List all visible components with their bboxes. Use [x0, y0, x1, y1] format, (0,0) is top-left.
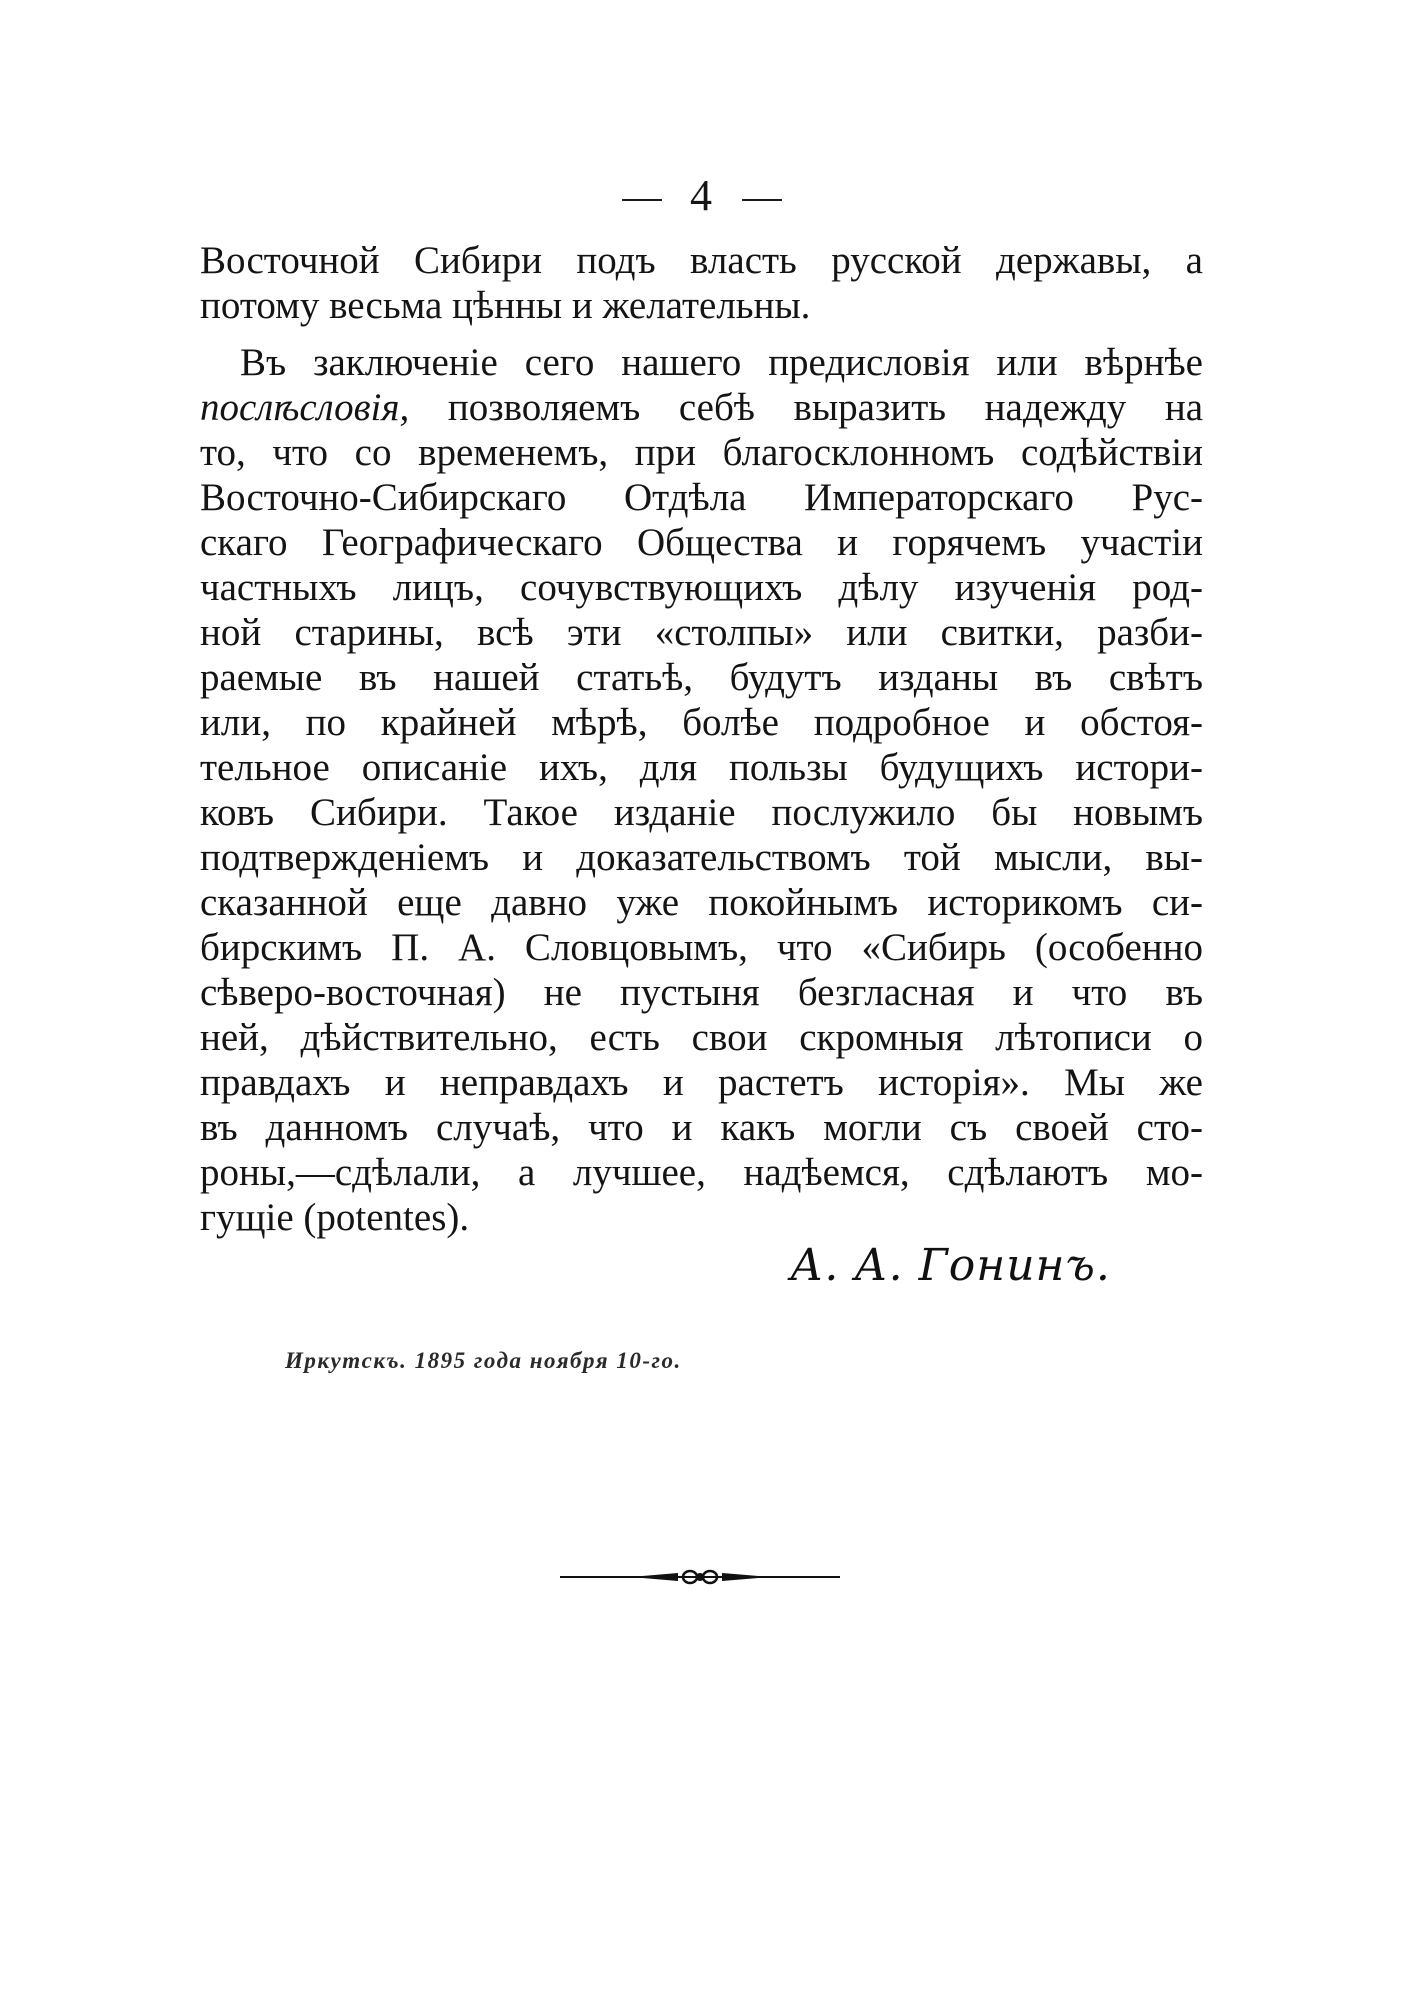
- text-line: тельное описаніе ихъ, для пользы будущихъ истори-: [200, 746, 1203, 789]
- text-line: сказанной еще давно уже покойнымъ историкомъ си-: [200, 881, 1203, 924]
- text-line: бирскимъ П. А. Словцовымъ, что «Сибирь (особенно: [200, 926, 1203, 969]
- page-number: [0, 170, 1404, 221]
- text-line: въ данномъ случаѣ, что и какъ могли съ своей сто-: [200, 1106, 1203, 1149]
- text-line: правдахъ и неправдахъ и растетъ исторія». Мы же: [200, 1061, 1203, 1104]
- text-line: раемые въ нашей статьѣ, будутъ изданы въ свѣтъ: [200, 656, 1203, 699]
- text-line: подтвержденіемъ и доказательствомъ той мысли, вы-: [200, 836, 1203, 879]
- text-fragment: позволяемъ себѣ выразить надежду на: [409, 386, 1203, 429]
- right-dash: [742, 199, 782, 201]
- paragraph-1: [200, 238, 1203, 328]
- text-line: гущіе (potentes).: [200, 1196, 470, 1239]
- author-signature: А. А. Гонинъ.: [790, 1240, 1111, 1291]
- ornament-divider-icon: [560, 1565, 840, 1589]
- text-line: то, что со временемъ, при благосклонномъ содѣйствіи: [200, 431, 1203, 474]
- paragraph-2: [200, 340, 1203, 1240]
- left-dash: [622, 199, 662, 201]
- text-line: или, по крайней мѣрѣ, болѣе подробное и обстоя-: [200, 701, 1203, 744]
- text-line: роны,—сдѣлали, а лучшее, надѣемся, сдѣлаютъ мо-: [200, 1151, 1203, 1194]
- page-number-value: 4: [690, 171, 714, 220]
- text-line: потому весьма цѣнны и желательны.: [200, 284, 811, 327]
- text-line: [200, 385, 1203, 430]
- text-line: ковъ Сибири. Такое изданіе послужило бы новымъ: [200, 791, 1203, 834]
- place-date-line: Иркутскъ. 1895 года ноября 10-го.: [285, 1348, 682, 1373]
- text-line: частныхъ лицъ, сочувствующихъ дѣлу изученія род-: [200, 566, 1203, 609]
- text-line: сѣверо-восточная) не пустыня безгласная и что въ: [200, 971, 1203, 1014]
- text-line: Восточной Сибири подъ власть русской державы, а: [200, 239, 1203, 282]
- text-line: Въ заключеніе сего нашего предисловія или вѣрнѣе: [240, 341, 1203, 384]
- text-line: ней, дѣйствительно, есть свои скромныя лѣтописи о: [200, 1016, 1203, 1059]
- text-line: скаго Географическаго Общества и горячемъ участіи: [200, 521, 1203, 564]
- text-line: Восточно-Сибирскаго Отдѣла Императорскаго Рус-: [200, 476, 1203, 519]
- text-line: ной старины, всѣ эти «столпы» или свитки, разби-: [200, 611, 1203, 654]
- italic-word: послѣсловія,: [200, 386, 410, 429]
